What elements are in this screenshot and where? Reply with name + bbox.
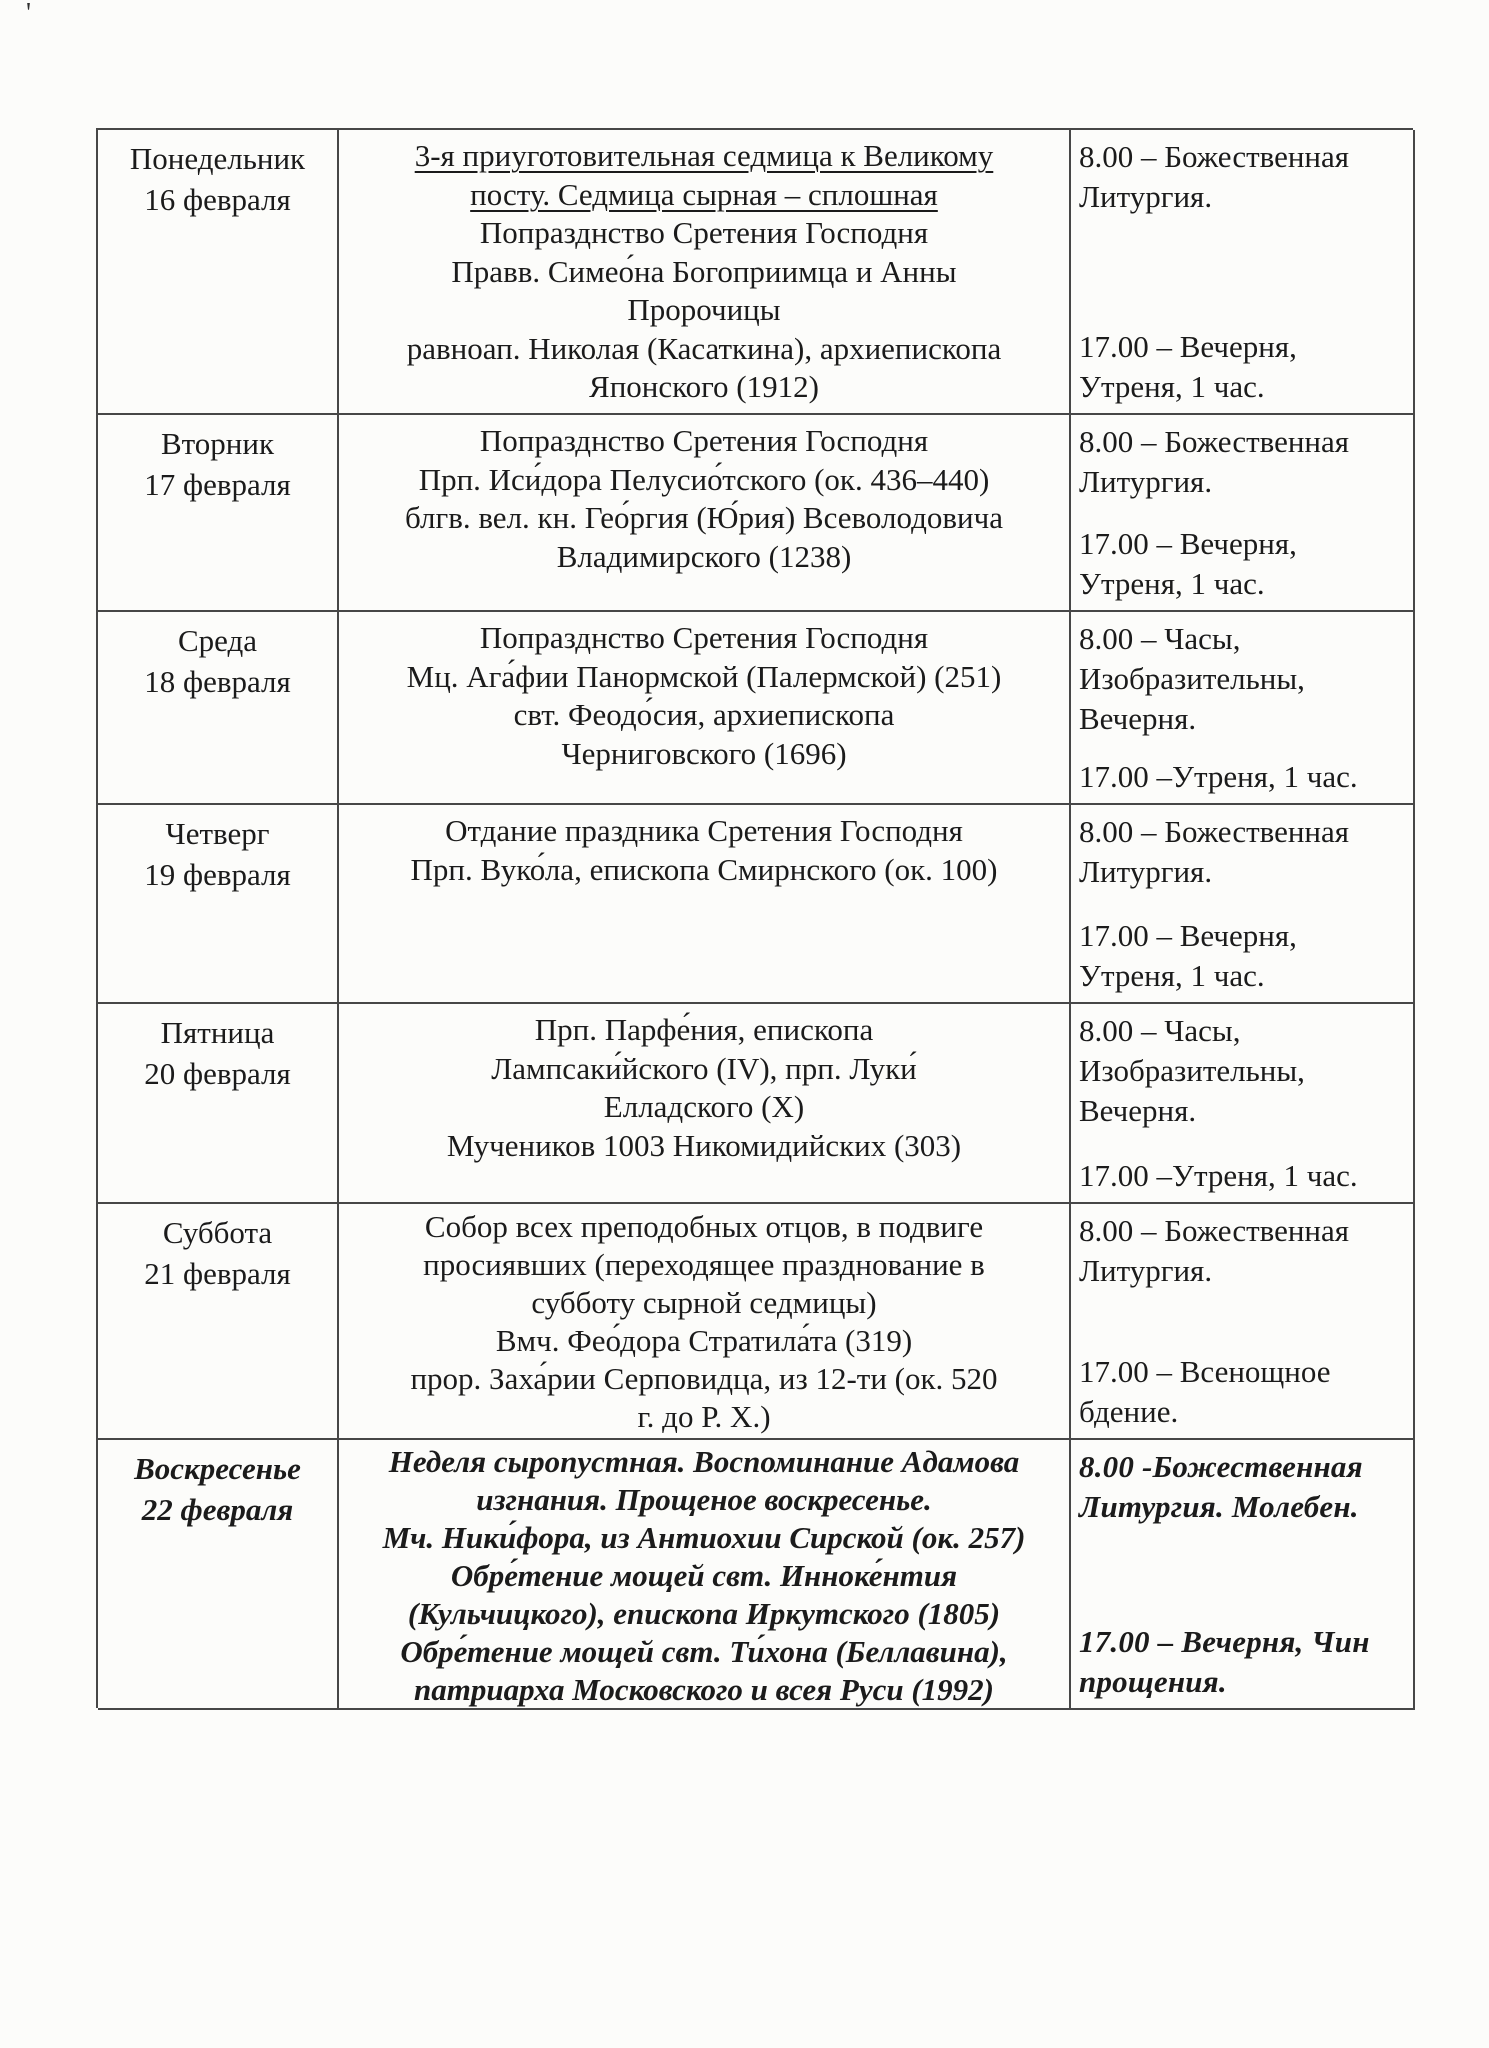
feast-line: Владимирского (1238) [556, 538, 852, 574]
day-cell [98, 1004, 339, 1204]
scan-artifact-mark: ' [26, 0, 32, 29]
feast-line: Прп. Парфе́ния, епископа [534, 1012, 874, 1047]
morning-service [1079, 1211, 1409, 1291]
day-cell [98, 1204, 339, 1440]
service-line: 17.00 – Вечерня, [1079, 918, 1297, 953]
feast-line: Попразднство Сретения Господня [479, 423, 929, 458]
evening-service [1079, 524, 1409, 604]
services-cell [1071, 130, 1415, 415]
day-name: Вторник [160, 426, 275, 461]
morning-service [1079, 619, 1409, 739]
schedule-table [96, 128, 1413, 1708]
feast-line: Правв. Симео́на Богоприимца и Анны [451, 253, 957, 289]
feast-line: Лампсаки́йского (IV), прп. Луки́ [491, 1050, 917, 1086]
service-line: прощения. [1079, 1664, 1227, 1699]
day-date: 16 февраля [144, 182, 291, 217]
feast-cell [339, 805, 1071, 1004]
feast-line: Обре́тение мощей свт. Ти́хона (Беллавина), [400, 1634, 1008, 1669]
feast-line: Мучеников 1003 Никомидийских (303) [446, 1127, 962, 1163]
day-date: 17 февраля [144, 467, 291, 502]
feast-line: Попразднство Сретения Господня [479, 620, 929, 655]
feast-line: Обре́тение мощей свт. Инноке́нтия [450, 1558, 958, 1593]
feast-line: субботу сырной седмицы) [531, 1285, 877, 1320]
service-line: 17.00 – Вечерня, Чин [1079, 1624, 1370, 1659]
day-cell [98, 415, 339, 612]
feast-cell [339, 130, 1071, 415]
day-cell [98, 805, 339, 1004]
service-line: 17.00 –Утреня, 1 час. [1079, 1158, 1358, 1193]
morning-service [1079, 812, 1409, 892]
services-cell [1071, 1004, 1415, 1204]
feast-line: блгв. вел. кн. Гео́ргия (Ю́рия) Всеволодовича [405, 500, 1003, 535]
service-line: 17.00 – Вечерня, [1079, 329, 1297, 364]
feast-line: (Кульчицкого), епископа Иркутского (1805) [407, 1596, 1001, 1631]
evening-service [1079, 757, 1409, 797]
services-cell [1071, 805, 1415, 1004]
evening-service [1079, 327, 1409, 407]
feast-line: Черниговского (1696) [561, 735, 847, 771]
evening-service [1079, 1156, 1409, 1196]
day-name: Пятница [160, 1015, 275, 1050]
service-line: Изобразительны, [1079, 661, 1305, 696]
feast-line: Попразднство Сретения Господня [479, 215, 929, 250]
service-line: Утреня, 1 час. [1079, 958, 1265, 993]
service-line: Литургия. [1079, 854, 1213, 889]
feast-line: Прп. Вуко́ла, епископа Смирнского (ок. 100) [410, 851, 998, 887]
service-line: 8.00 – Божественная [1079, 814, 1350, 849]
service-line: 8.00 – Часы, [1079, 1013, 1241, 1048]
feast-line: г. до Р. Х.) [637, 1399, 771, 1434]
service-line: Утреня, 1 час. [1079, 566, 1265, 601]
day-date: 19 февраля [144, 857, 291, 892]
service-line: 8.00 – Часы, [1079, 621, 1241, 656]
morning-service [1079, 1011, 1409, 1131]
day-cell [98, 1440, 339, 1710]
day-name: Четверг [165, 816, 270, 851]
service-line: Литургия. [1079, 179, 1213, 214]
feast-line: прор. Заха́рии Серповидца, из 12-ти (ок. 520 [410, 1361, 998, 1396]
service-line: 8.00 – Божественная [1079, 1213, 1350, 1248]
feast-line: Собор всех преподобных отцов, в подвиге [424, 1209, 984, 1244]
evening-service [1079, 916, 1409, 996]
feast-line: Японского (1912) [589, 369, 819, 404]
morning-service [1079, 137, 1409, 217]
feast-line: Вмч. Фео́дора Стратила́та (319) [495, 1323, 913, 1358]
feast-cell [339, 415, 1071, 612]
services-cell [1071, 612, 1415, 805]
service-line: 8.00 – Божественная [1079, 424, 1350, 459]
feast-cell [339, 1440, 1071, 1710]
morning-service [1079, 1447, 1409, 1527]
feast-line: Прп. Иси́дора Пелусио́тского (ок. 436–440) [418, 461, 990, 497]
feast-line: Неделя сыропустная. Воспоминание Адамова [388, 1444, 1020, 1479]
service-line: Вечерня. [1079, 701, 1197, 736]
day-name: Суббота [162, 1215, 273, 1250]
service-line: Литургия. [1079, 1253, 1213, 1288]
feast-line: свт. Феодо́сия, архиепископа [513, 697, 895, 732]
feast-line: Пророчицы [627, 292, 781, 327]
services-cell [1071, 1204, 1415, 1440]
services-cell [1071, 1440, 1415, 1710]
service-line: бдение. [1079, 1394, 1179, 1429]
service-line: Изобразительны, [1079, 1053, 1305, 1088]
service-line: 8.00 – Божественная [1079, 139, 1350, 174]
evening-service [1079, 1352, 1409, 1432]
feast-line: патриарха Московского и всея Руси (1992) [413, 1672, 994, 1707]
service-line: 17.00 – Вечерня, [1079, 526, 1297, 561]
day-cell [98, 130, 339, 415]
feast-line: Елладского (X) [603, 1089, 805, 1124]
feast-line: 3-я приуготовительная седмица к Великому [414, 138, 994, 173]
day-cell [98, 612, 339, 805]
service-line: Вечерня. [1079, 1093, 1197, 1128]
service-line: 8.00 -Божественная [1079, 1449, 1363, 1484]
day-name: Воскресенье [134, 1451, 301, 1486]
service-line: Литургия. [1079, 464, 1213, 499]
day-date: 21 февраля [144, 1256, 291, 1291]
feast-cell [339, 612, 1071, 805]
services-cell [1071, 415, 1415, 612]
feast-line: равноап. Николая (Касаткина), архиепископа [406, 330, 1002, 366]
service-line: 17.00 – Всенощное [1079, 1354, 1331, 1389]
service-line: Литургия. Молебен. [1079, 1489, 1359, 1524]
evening-service [1079, 1622, 1409, 1702]
feast-line: Отдание праздника Сретения Господня [445, 813, 963, 848]
feast-cell [339, 1204, 1071, 1440]
day-date: 22 февраля [141, 1492, 294, 1527]
feast-line: просиявших (переходящее празднование в [423, 1247, 985, 1282]
day-name: Среда [177, 623, 258, 658]
day-date: 20 февраля [144, 1056, 291, 1091]
service-line: Утреня, 1 час. [1079, 369, 1265, 404]
morning-service [1079, 422, 1409, 502]
service-line: 17.00 –Утреня, 1 час. [1079, 759, 1358, 794]
feast-line: посту. Седмица сырная – сплошная [470, 176, 938, 212]
day-date: 18 февраля [144, 664, 291, 699]
feast-cell [339, 1004, 1071, 1204]
feast-line: изгнания. Прощеное воскресенье. [476, 1482, 932, 1517]
day-name: Понедельник [129, 141, 306, 176]
feast-line: Мц. Ага́фии Панормской (Палермской) (251) [406, 658, 1002, 694]
feast-line: Мч. Ники́фора, из Антиохии Сирской (ок. 257) [382, 1520, 1026, 1555]
